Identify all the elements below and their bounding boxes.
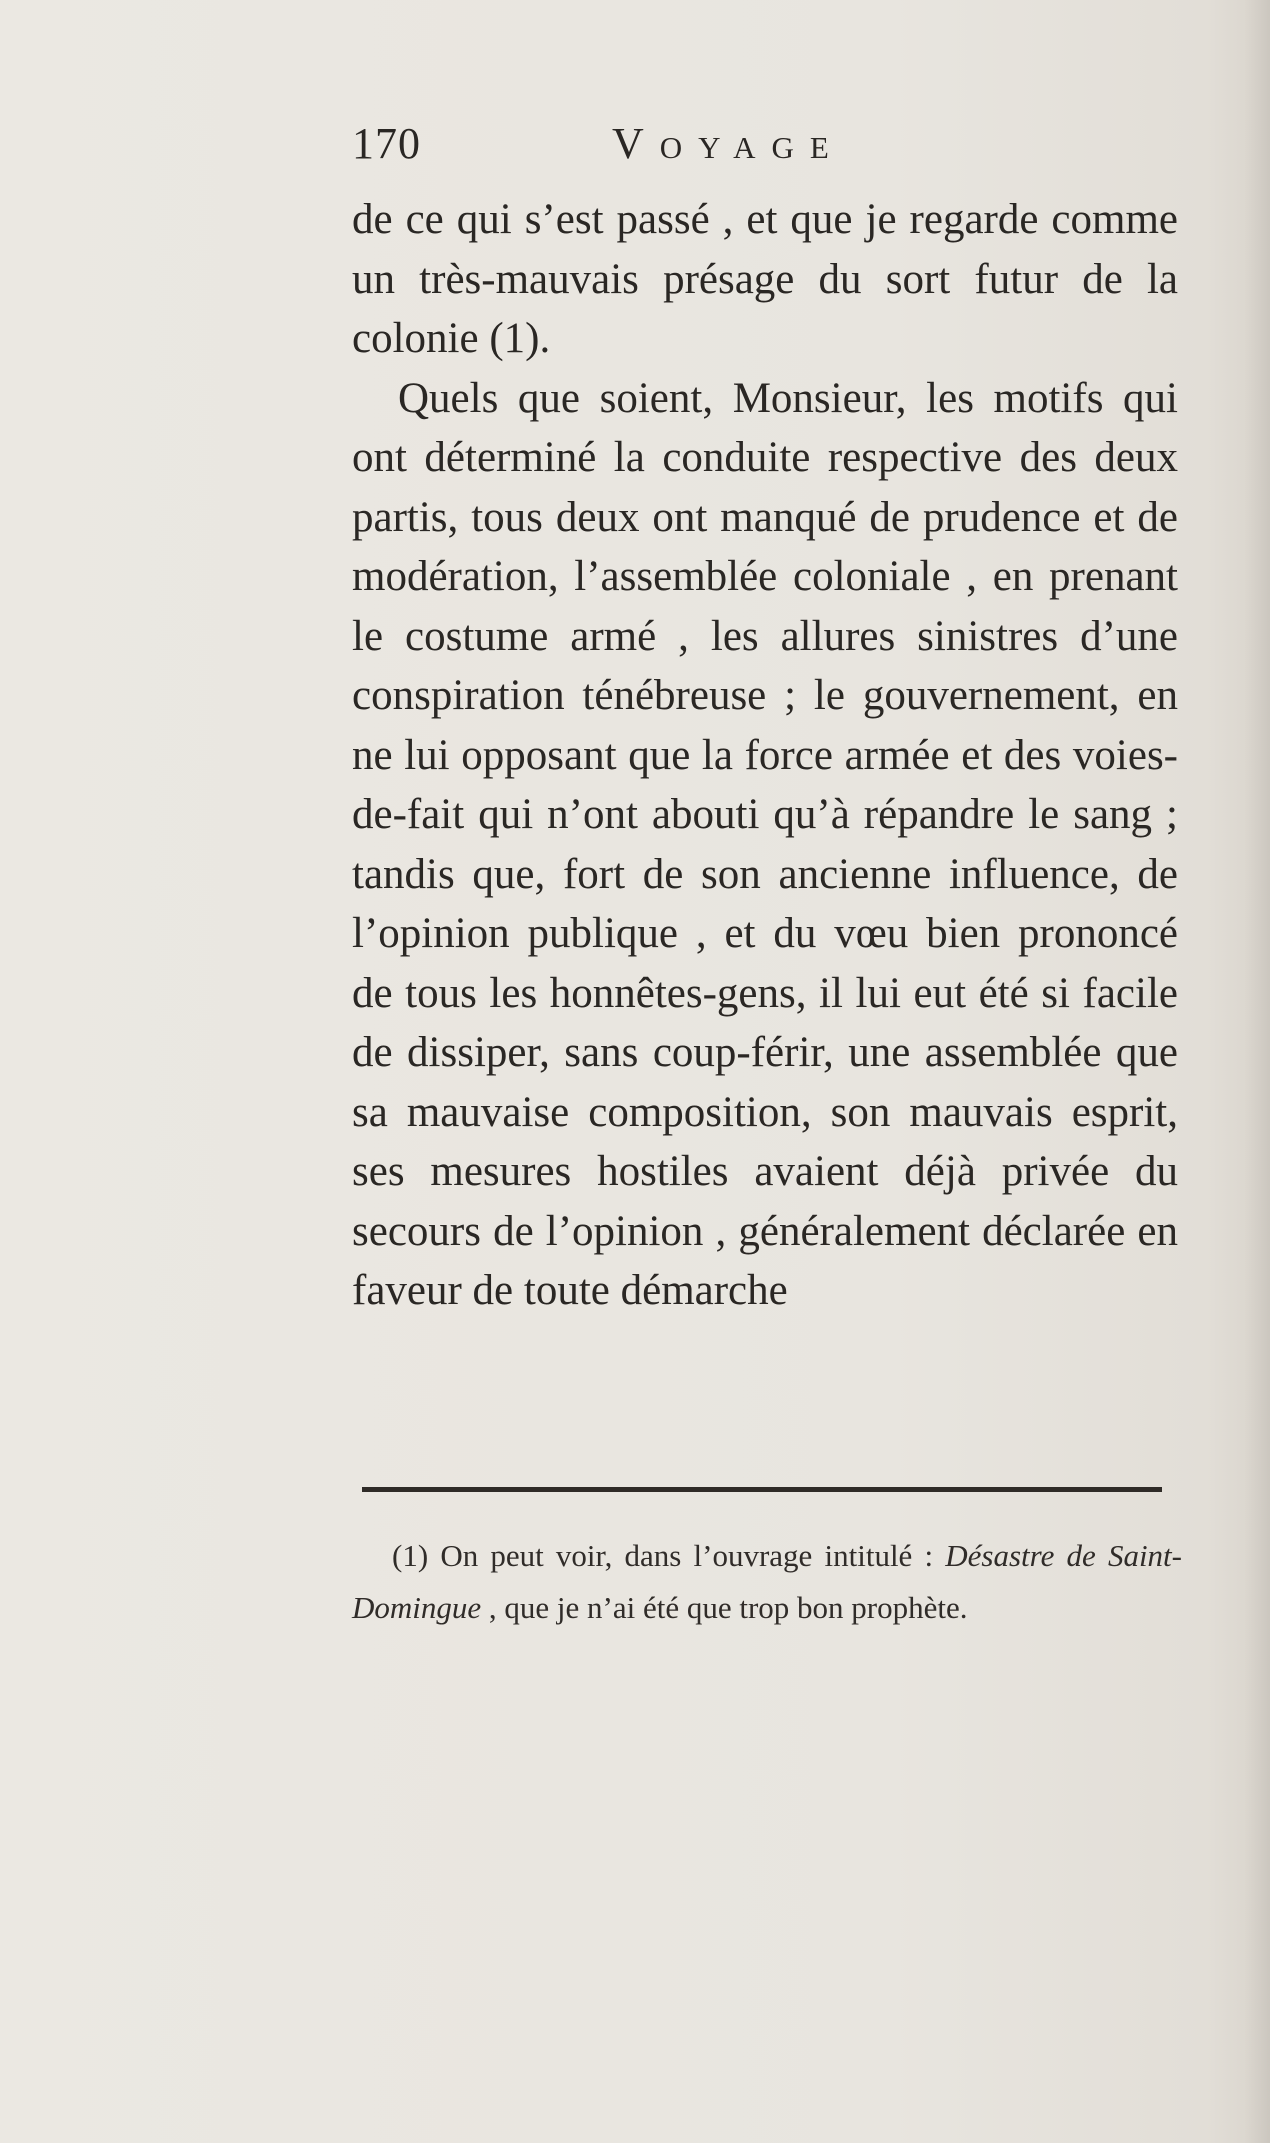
page-number: 170 [352, 119, 421, 168]
footnote-rule [362, 1487, 1162, 1492]
paragraph-1: de ce qui s’est passé , et que je regarde comme un très-mauvais présage du sort futur de la colonie (1). [352, 196, 1178, 362]
footnote-title: Désastre de Saint-Domingue [352, 1538, 1182, 1625]
footnote [352, 1530, 1182, 1634]
paragraph-2: Quels que soient, Monsieur, les motifs qui ont déterminé la conduite respective des deux partis, tous deux ont manqué de prudence et de modération, l’assemblée coloniale , en prenant le costume armé , les allures sinistres d’une conspiration ténébreuse ; le gouvernement, en ne lui opposant que la force armée et des voies-de-fait qui n’ont abouti qu’à répandre le sang ; tandis que, fort de son ancienne influence, de l’opinion publique , et du vœu bien prononcé de tous les honnêtes-gens, il lui eut été si facile de dissiper, sans coup-férir, une assemblée que sa mauvaise composition, son mauvais esprit, ses mesures hostiles avaient déjà privée du secours de l’opinion , généralement déclarée en faveur de toute démarche [352, 374, 1178, 1314]
page-edge-shadow [1244, 0, 1270, 2143]
body-text [352, 190, 1178, 1321]
footnote-text-before: On peut voir, dans l’ouvrage intitulé : [440, 1538, 946, 1573]
footnote-marker: (1) [392, 1538, 429, 1573]
footnote-text-after: , que je n’ai été que trop bon prophète. [488, 1590, 968, 1625]
page-header [352, 118, 912, 178]
running-head: Voyage [612, 119, 845, 168]
